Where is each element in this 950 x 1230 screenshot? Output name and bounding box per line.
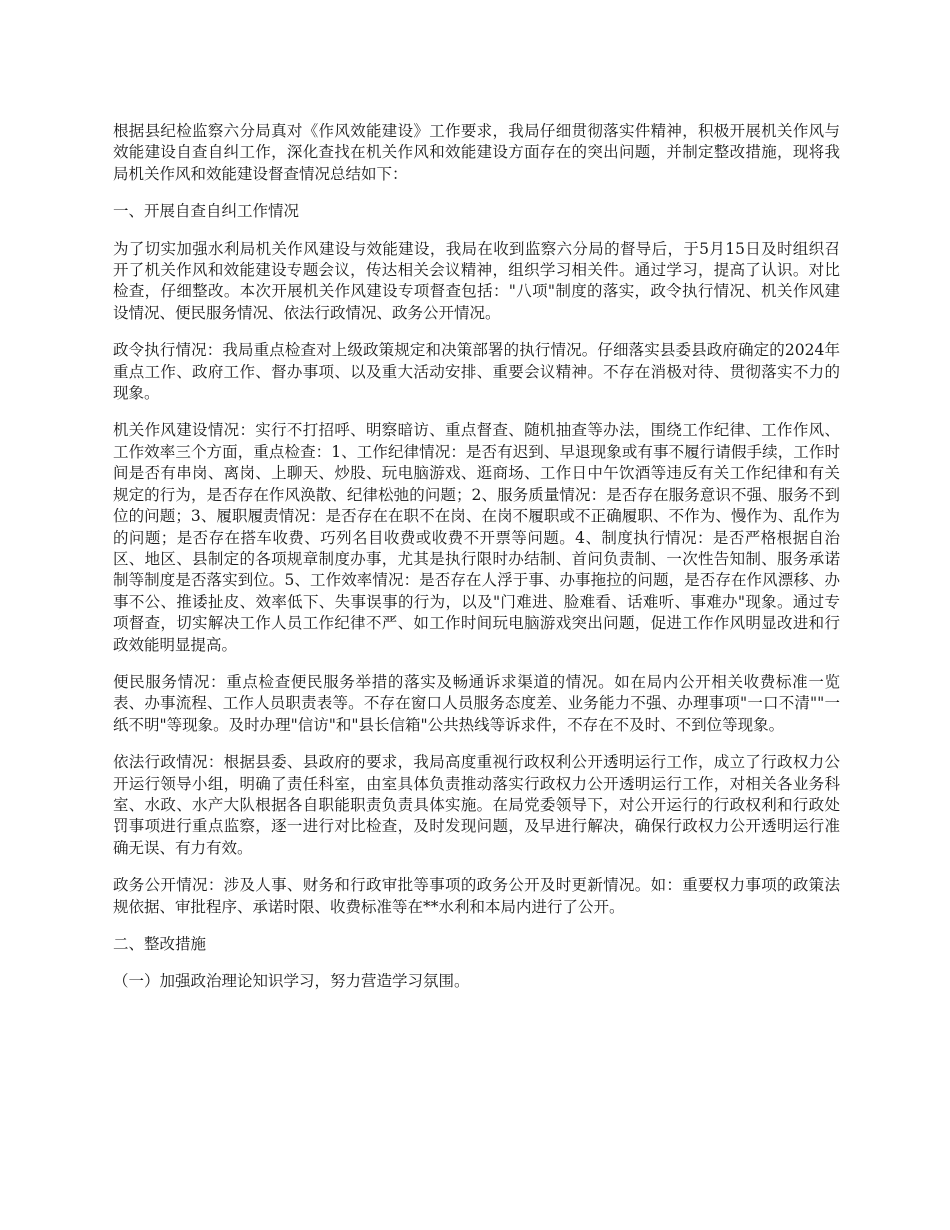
paragraph-government-affairs: 政务公开情况：涉及人事、财务和行政审批等事项的政务公开及时更新情况。如：重要权力事项的政策法规依据、审批程序、承诺时限、收费标准等在**水利和本局内进行了公开。 xyxy=(113,876,840,916)
section-heading-rectification: 二、整改措施 xyxy=(113,935,207,953)
section-heading-self-inspection: 一、开展自查自纠工作情况 xyxy=(113,202,300,221)
paragraph-lawful-administration: 依法行政情况：根据县委、县政府的要求，我局高度重视行政权利公开透明运行工作，成立了行政权力公开运行领导小组，明确了责任科室，由室具体负责推动落实行政权力公开透明运行工作，对相关各业务科室、水政、水产大队根据各自职能职责负责具体实施。在局党委领导下，对公开运行的行政权利和行政处罚事项进行重点监察，逐一进行对比检查，及时发现问题，及早进行解决，确保行政权力公开透明运行准确无误、有力有效。 xyxy=(113,753,840,857)
paragraph-public-service: 便民服务情况：重点检查便民服务举措的落实及畅通诉求渠道的情况。如在局内公开相关收费标准一览表、办事流程、工作人员职责表等。不存在窗口人员服务态度差、业务能力不强、办理事项"一口不清""一纸不明"等现象。及时办理"信访"和"县长信箱"公共热线等诉求件，不存在不及时、不到位等现象。 xyxy=(113,672,840,734)
paragraph-overview: 为了切实加强水利局机关作风建设与效能建设，我局在收到监察六分局的督导后，于5月15日及时组织召开了机关作风和效能建设专题会议，传达相关会议精神，组织学习相关件。通过学习，提高了认识。对比检查，仔细整改。本次开展机关作风建设专项督查包括："八项"制度的落实，政令执行情况、机关作风建设情况、便民服务情况、依法行政情况、政务公开情况。 xyxy=(113,239,840,322)
intro-paragraph: 根据县纪检监察六分局真对《作风效能建设》工作要求，我局仔细贯彻落实件精神，积极开展机关作风与效能建设自查自纠工作，深化查找在机关作风和效能建设方面存在的突出问题，并制定整改措施，现将我局机关作风和效能建设督查情况总结如下： xyxy=(113,122,840,183)
rectification-item-1: （一）加强政治理论知识学习，努力营造学习氛围。 xyxy=(113,972,470,991)
paragraph-work-style: 机关作风建设情况：实行不打招呼、明察暗访、重点督查、随机抽查等办法，围绕工作纪律、工作作风、工作效率三个方面，重点检查：1、工作纪律情况：是否有迟到、早退现象或有事不履行请假手续，工作时间是否有串岗、离岗、上聊天、炒股、玩电脑游戏、逛商场、工作日中午饮酒等违反有关工作纪律和有关规定的行为，是否存在作风涣散、纪律松弛的问题；2、服务质量情况：是否存在服务意识不强、服务不到位的问题；3、履职履责情况：是否存在在职不在岗、在岗不履职或不正确履职、不作为、慢作为、乱作为的问题；是否存在搭车收费、巧列名目收费或收费不开票等问题。4、制度执行情况：是否严格根据自治区、地区、县制定的各项规章制度办事，尤其是执行限时办结制、首问负责制、一次性告知制、服务承诺制等制度是否落实到位。5、工作效率情况：是否存在人浮于事、办事拖拉的问题，是否存在作风漂移、办事不公、推诿扯皮、效率低下、失事误事的行为，以及"门难进、脸难看、话难听、事难办"现象。通过专项督查，切实解决工作人员工作纪律不严、如工作时间玩电脑游戏突出问题，促进工作作风明显改进和行政效能明显提高。 xyxy=(113,421,840,654)
paragraph-policy-execution: 政令执行情况：我局重点检查对上级政策规定和决策部署的执行情况。仔细落实县委县政府确定的2024年重点工作、政府工作、督办事项、以及重大活动安排、重要会议精神。不存在消极对待、贯彻落实不力的现象。 xyxy=(113,341,840,403)
document-body xyxy=(113,121,840,1009)
